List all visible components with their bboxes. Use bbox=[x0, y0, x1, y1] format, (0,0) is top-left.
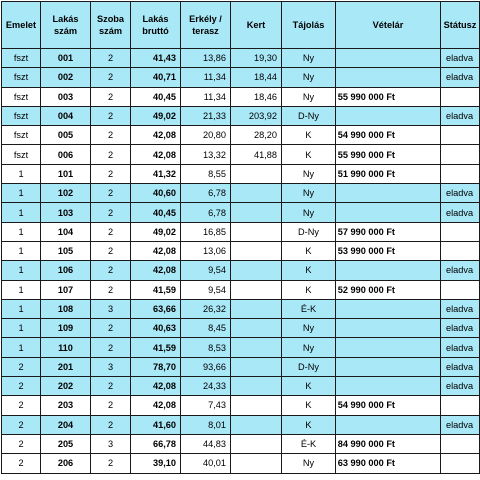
cell-balcony-terrace: 11,34 bbox=[181, 87, 231, 106]
cell-status: eladva bbox=[441, 261, 480, 280]
cell-gross-area: 41,32 bbox=[131, 164, 181, 183]
table-row bbox=[2, 434, 480, 453]
table-row bbox=[2, 164, 480, 183]
header-garden: Kert bbox=[231, 2, 282, 49]
cell-status: eladva bbox=[441, 299, 480, 318]
cell-rooms: 2 bbox=[91, 222, 131, 241]
cell-orientation: Ny bbox=[282, 454, 336, 473]
cell-price: 57 990 000 Ft bbox=[336, 222, 441, 241]
cell-apartment-number: 106 bbox=[41, 261, 91, 280]
cell-gross-area: 40,63 bbox=[131, 319, 181, 338]
cell-gross-area: 42,08 bbox=[131, 377, 181, 396]
table-row bbox=[2, 377, 480, 396]
table-row bbox=[2, 454, 480, 473]
cell-gross-area: 39,10 bbox=[131, 454, 181, 473]
cell-gross-area: 66,78 bbox=[131, 434, 181, 453]
cell-garden bbox=[231, 377, 282, 396]
cell-garden: 41,88 bbox=[231, 145, 282, 164]
cell-floor: 2 bbox=[2, 415, 41, 434]
table-row bbox=[2, 299, 480, 318]
cell-price bbox=[336, 261, 441, 280]
cell-floor: 1 bbox=[2, 319, 41, 338]
cell-orientation: K bbox=[282, 377, 336, 396]
cell-floor: 2 bbox=[2, 434, 41, 453]
cell-balcony-terrace: 11,34 bbox=[181, 68, 231, 87]
header-price: Vételár bbox=[336, 2, 441, 49]
cell-apartment-number: 001 bbox=[41, 49, 91, 68]
cell-gross-area: 49,02 bbox=[131, 222, 181, 241]
header-floor: Emelet bbox=[2, 2, 41, 49]
cell-orientation: K bbox=[282, 261, 336, 280]
cell-rooms: 2 bbox=[91, 261, 131, 280]
cell-gross-area: 40,60 bbox=[131, 184, 181, 203]
cell-apartment-number: 003 bbox=[41, 87, 91, 106]
cell-price bbox=[336, 357, 441, 376]
cell-orientation: D-Ny bbox=[282, 222, 336, 241]
cell-status: eladva bbox=[441, 49, 480, 68]
cell-orientation: Ny bbox=[282, 319, 336, 338]
cell-balcony-terrace: 21,33 bbox=[181, 106, 231, 125]
cell-garden bbox=[231, 396, 282, 415]
cell-price: 55 990 000 Ft bbox=[336, 145, 441, 164]
cell-status bbox=[441, 126, 480, 145]
cell-gross-area: 40,45 bbox=[131, 87, 181, 106]
cell-floor: 2 bbox=[2, 454, 41, 473]
cell-gross-area: 42,08 bbox=[131, 396, 181, 415]
table-header-row bbox=[2, 2, 480, 49]
cell-price bbox=[336, 68, 441, 87]
cell-price: 54 990 000 Ft bbox=[336, 396, 441, 415]
cell-rooms: 2 bbox=[91, 396, 131, 415]
cell-floor: fszt bbox=[2, 87, 41, 106]
cell-status bbox=[441, 280, 480, 299]
cell-rooms: 2 bbox=[91, 454, 131, 473]
cell-garden bbox=[231, 203, 282, 222]
cell-status: eladva bbox=[441, 184, 480, 203]
cell-garden bbox=[231, 164, 282, 183]
cell-garden bbox=[231, 222, 282, 241]
cell-gross-area: 41,60 bbox=[131, 415, 181, 434]
cell-apartment-number: 108 bbox=[41, 299, 91, 318]
cell-garden bbox=[231, 357, 282, 376]
cell-status: eladva bbox=[441, 319, 480, 338]
cell-apartment-number: 109 bbox=[41, 319, 91, 338]
cell-floor: 1 bbox=[2, 222, 41, 241]
cell-rooms: 2 bbox=[91, 203, 131, 222]
cell-floor: 1 bbox=[2, 280, 41, 299]
header-status: Státusz bbox=[441, 2, 480, 49]
cell-orientation: Ny bbox=[282, 87, 336, 106]
cell-balcony-terrace: 16,85 bbox=[181, 222, 231, 241]
cell-rooms: 2 bbox=[91, 377, 131, 396]
cell-apartment-number: 110 bbox=[41, 338, 91, 357]
cell-gross-area: 40,71 bbox=[131, 68, 181, 87]
cell-apartment-number: 205 bbox=[41, 434, 91, 453]
cell-balcony-terrace: 13,86 bbox=[181, 49, 231, 68]
cell-rooms: 2 bbox=[91, 338, 131, 357]
cell-balcony-terrace: 8,45 bbox=[181, 319, 231, 338]
cell-price: 51 990 000 Ft bbox=[336, 164, 441, 183]
cell-apartment-number: 004 bbox=[41, 106, 91, 125]
cell-price: 84 990 000 Ft bbox=[336, 434, 441, 453]
cell-price bbox=[336, 415, 441, 434]
cell-status bbox=[441, 145, 480, 164]
cell-balcony-terrace: 7,43 bbox=[181, 396, 231, 415]
cell-floor: fszt bbox=[2, 145, 41, 164]
cell-garden: 18,44 bbox=[231, 68, 282, 87]
cell-status bbox=[441, 434, 480, 453]
table-row bbox=[2, 357, 480, 376]
header-balcony-terrace: Erkély / terasz bbox=[181, 2, 231, 49]
cell-garden bbox=[231, 454, 282, 473]
table-row bbox=[2, 261, 480, 280]
cell-floor: 1 bbox=[2, 261, 41, 280]
header-apartment-number: Lakás szám bbox=[41, 2, 91, 49]
cell-rooms: 2 bbox=[91, 145, 131, 164]
cell-garden bbox=[231, 241, 282, 260]
cell-rooms: 2 bbox=[91, 280, 131, 299]
header-gross-area: Lakás bruttó bbox=[131, 2, 181, 49]
cell-price bbox=[336, 319, 441, 338]
cell-gross-area: 42,08 bbox=[131, 145, 181, 164]
table-row bbox=[2, 106, 480, 125]
cell-rooms: 2 bbox=[91, 164, 131, 183]
cell-balcony-terrace: 8,53 bbox=[181, 338, 231, 357]
table-row bbox=[2, 415, 480, 434]
cell-gross-area: 41,43 bbox=[131, 49, 181, 68]
cell-orientation: É-K bbox=[282, 434, 336, 453]
cell-status bbox=[441, 222, 480, 241]
cell-status bbox=[441, 87, 480, 106]
cell-orientation: Ny bbox=[282, 338, 336, 357]
cell-status: eladva bbox=[441, 415, 480, 434]
cell-orientation: Ny bbox=[282, 68, 336, 87]
table-row bbox=[2, 68, 480, 87]
cell-garden bbox=[231, 299, 282, 318]
table-row bbox=[2, 203, 480, 222]
cell-balcony-terrace: 26,32 bbox=[181, 299, 231, 318]
cell-status: eladva bbox=[441, 377, 480, 396]
table-row bbox=[2, 319, 480, 338]
cell-status bbox=[441, 241, 480, 260]
cell-garden bbox=[231, 261, 282, 280]
cell-balcony-terrace: 9,54 bbox=[181, 261, 231, 280]
table-row bbox=[2, 126, 480, 145]
cell-balcony-terrace: 24,33 bbox=[181, 377, 231, 396]
table-row bbox=[2, 280, 480, 299]
cell-price bbox=[336, 203, 441, 222]
cell-apartment-number: 201 bbox=[41, 357, 91, 376]
cell-orientation: K bbox=[282, 241, 336, 260]
cell-rooms: 2 bbox=[91, 126, 131, 145]
cell-orientation: D-Ny bbox=[282, 357, 336, 376]
cell-floor: 1 bbox=[2, 184, 41, 203]
header-orientation: Tájolás bbox=[282, 2, 336, 49]
cell-status bbox=[441, 454, 480, 473]
cell-apartment-number: 102 bbox=[41, 184, 91, 203]
cell-apartment-number: 103 bbox=[41, 203, 91, 222]
cell-floor: fszt bbox=[2, 106, 41, 125]
cell-apartment-number: 105 bbox=[41, 241, 91, 260]
cell-floor: 1 bbox=[2, 338, 41, 357]
table-row bbox=[2, 49, 480, 68]
table-body bbox=[2, 49, 480, 474]
cell-balcony-terrace: 44,83 bbox=[181, 434, 231, 453]
cell-floor: fszt bbox=[2, 126, 41, 145]
cell-gross-area: 42,08 bbox=[131, 261, 181, 280]
cell-orientation: K bbox=[282, 280, 336, 299]
cell-gross-area: 42,08 bbox=[131, 241, 181, 260]
cell-price bbox=[336, 184, 441, 203]
cell-apartment-number: 203 bbox=[41, 396, 91, 415]
cell-rooms: 2 bbox=[91, 68, 131, 87]
cell-floor: 1 bbox=[2, 241, 41, 260]
cell-orientation: K bbox=[282, 415, 336, 434]
cell-status bbox=[441, 164, 480, 183]
cell-balcony-terrace: 8,55 bbox=[181, 164, 231, 183]
cell-rooms: 3 bbox=[91, 434, 131, 453]
table-row bbox=[2, 241, 480, 260]
header-rooms: Szoba szám bbox=[91, 2, 131, 49]
cell-orientation: Ny bbox=[282, 184, 336, 203]
cell-rooms: 2 bbox=[91, 106, 131, 125]
cell-price bbox=[336, 377, 441, 396]
cell-floor: fszt bbox=[2, 68, 41, 87]
cell-garden bbox=[231, 415, 282, 434]
cell-rooms: 3 bbox=[91, 299, 131, 318]
cell-balcony-terrace: 20,80 bbox=[181, 126, 231, 145]
cell-garden bbox=[231, 280, 282, 299]
cell-status: eladva bbox=[441, 68, 480, 87]
cell-apartment-number: 104 bbox=[41, 222, 91, 241]
cell-status: eladva bbox=[441, 106, 480, 125]
table-row bbox=[2, 145, 480, 164]
cell-orientation: K bbox=[282, 126, 336, 145]
cell-orientation: Ny bbox=[282, 49, 336, 68]
cell-floor: fszt bbox=[2, 49, 41, 68]
cell-price: 52 990 000 Ft bbox=[336, 280, 441, 299]
cell-balcony-terrace: 6,78 bbox=[181, 184, 231, 203]
cell-status bbox=[441, 396, 480, 415]
cell-status: eladva bbox=[441, 357, 480, 376]
cell-price: 63 990 000 Ft bbox=[336, 454, 441, 473]
cell-garden bbox=[231, 319, 282, 338]
cell-price bbox=[336, 106, 441, 125]
cell-apartment-number: 202 bbox=[41, 377, 91, 396]
cell-balcony-terrace: 6,78 bbox=[181, 203, 231, 222]
cell-rooms: 2 bbox=[91, 319, 131, 338]
cell-orientation: D-Ny bbox=[282, 106, 336, 125]
table-row bbox=[2, 222, 480, 241]
cell-garden bbox=[231, 184, 282, 203]
cell-floor: 1 bbox=[2, 164, 41, 183]
cell-garden: 28,20 bbox=[231, 126, 282, 145]
cell-orientation: Ny bbox=[282, 164, 336, 183]
cell-orientation: É-K bbox=[282, 299, 336, 318]
cell-garden bbox=[231, 434, 282, 453]
cell-apartment-number: 006 bbox=[41, 145, 91, 164]
cell-status: eladva bbox=[441, 203, 480, 222]
cell-gross-area: 41,59 bbox=[131, 338, 181, 357]
cell-apartment-number: 206 bbox=[41, 454, 91, 473]
cell-apartment-number: 107 bbox=[41, 280, 91, 299]
cell-balcony-terrace: 40,01 bbox=[181, 454, 231, 473]
cell-balcony-terrace: 8,01 bbox=[181, 415, 231, 434]
cell-gross-area: 41,59 bbox=[131, 280, 181, 299]
cell-floor: 2 bbox=[2, 396, 41, 415]
cell-apartment-number: 204 bbox=[41, 415, 91, 434]
cell-rooms: 2 bbox=[91, 241, 131, 260]
apartment-table bbox=[1, 1, 480, 474]
cell-price bbox=[336, 49, 441, 68]
cell-apartment-number: 005 bbox=[41, 126, 91, 145]
cell-price: 55 990 000 Ft bbox=[336, 87, 441, 106]
cell-status: eladva bbox=[441, 338, 480, 357]
cell-orientation: K bbox=[282, 396, 336, 415]
cell-garden bbox=[231, 338, 282, 357]
cell-gross-area: 78,70 bbox=[131, 357, 181, 376]
table-row bbox=[2, 396, 480, 415]
table-row bbox=[2, 184, 480, 203]
cell-price: 54 990 000 Ft bbox=[336, 126, 441, 145]
cell-garden: 18,46 bbox=[231, 87, 282, 106]
cell-balcony-terrace: 13,32 bbox=[181, 145, 231, 164]
table-row bbox=[2, 338, 480, 357]
cell-orientation: Ny bbox=[282, 203, 336, 222]
cell-garden: 203,92 bbox=[231, 106, 282, 125]
cell-floor: 1 bbox=[2, 299, 41, 318]
cell-gross-area: 40,45 bbox=[131, 203, 181, 222]
cell-rooms: 2 bbox=[91, 49, 131, 68]
cell-floor: 2 bbox=[2, 357, 41, 376]
cell-gross-area: 49,02 bbox=[131, 106, 181, 125]
cell-apartment-number: 101 bbox=[41, 164, 91, 183]
cell-floor: 2 bbox=[2, 377, 41, 396]
cell-rooms: 2 bbox=[91, 415, 131, 434]
cell-balcony-terrace: 13,06 bbox=[181, 241, 231, 260]
cell-floor: 1 bbox=[2, 203, 41, 222]
cell-price bbox=[336, 338, 441, 357]
cell-price bbox=[336, 299, 441, 318]
cell-balcony-terrace: 93,66 bbox=[181, 357, 231, 376]
cell-orientation: K bbox=[282, 145, 336, 164]
cell-rooms: 3 bbox=[91, 357, 131, 376]
cell-gross-area: 42,08 bbox=[131, 126, 181, 145]
table-row bbox=[2, 87, 480, 106]
cell-gross-area: 63,66 bbox=[131, 299, 181, 318]
cell-apartment-number: 002 bbox=[41, 68, 91, 87]
cell-price: 53 990 000 Ft bbox=[336, 241, 441, 260]
cell-garden: 19,30 bbox=[231, 49, 282, 68]
cell-balcony-terrace: 9,54 bbox=[181, 280, 231, 299]
cell-rooms: 2 bbox=[91, 87, 131, 106]
cell-rooms: 2 bbox=[91, 184, 131, 203]
